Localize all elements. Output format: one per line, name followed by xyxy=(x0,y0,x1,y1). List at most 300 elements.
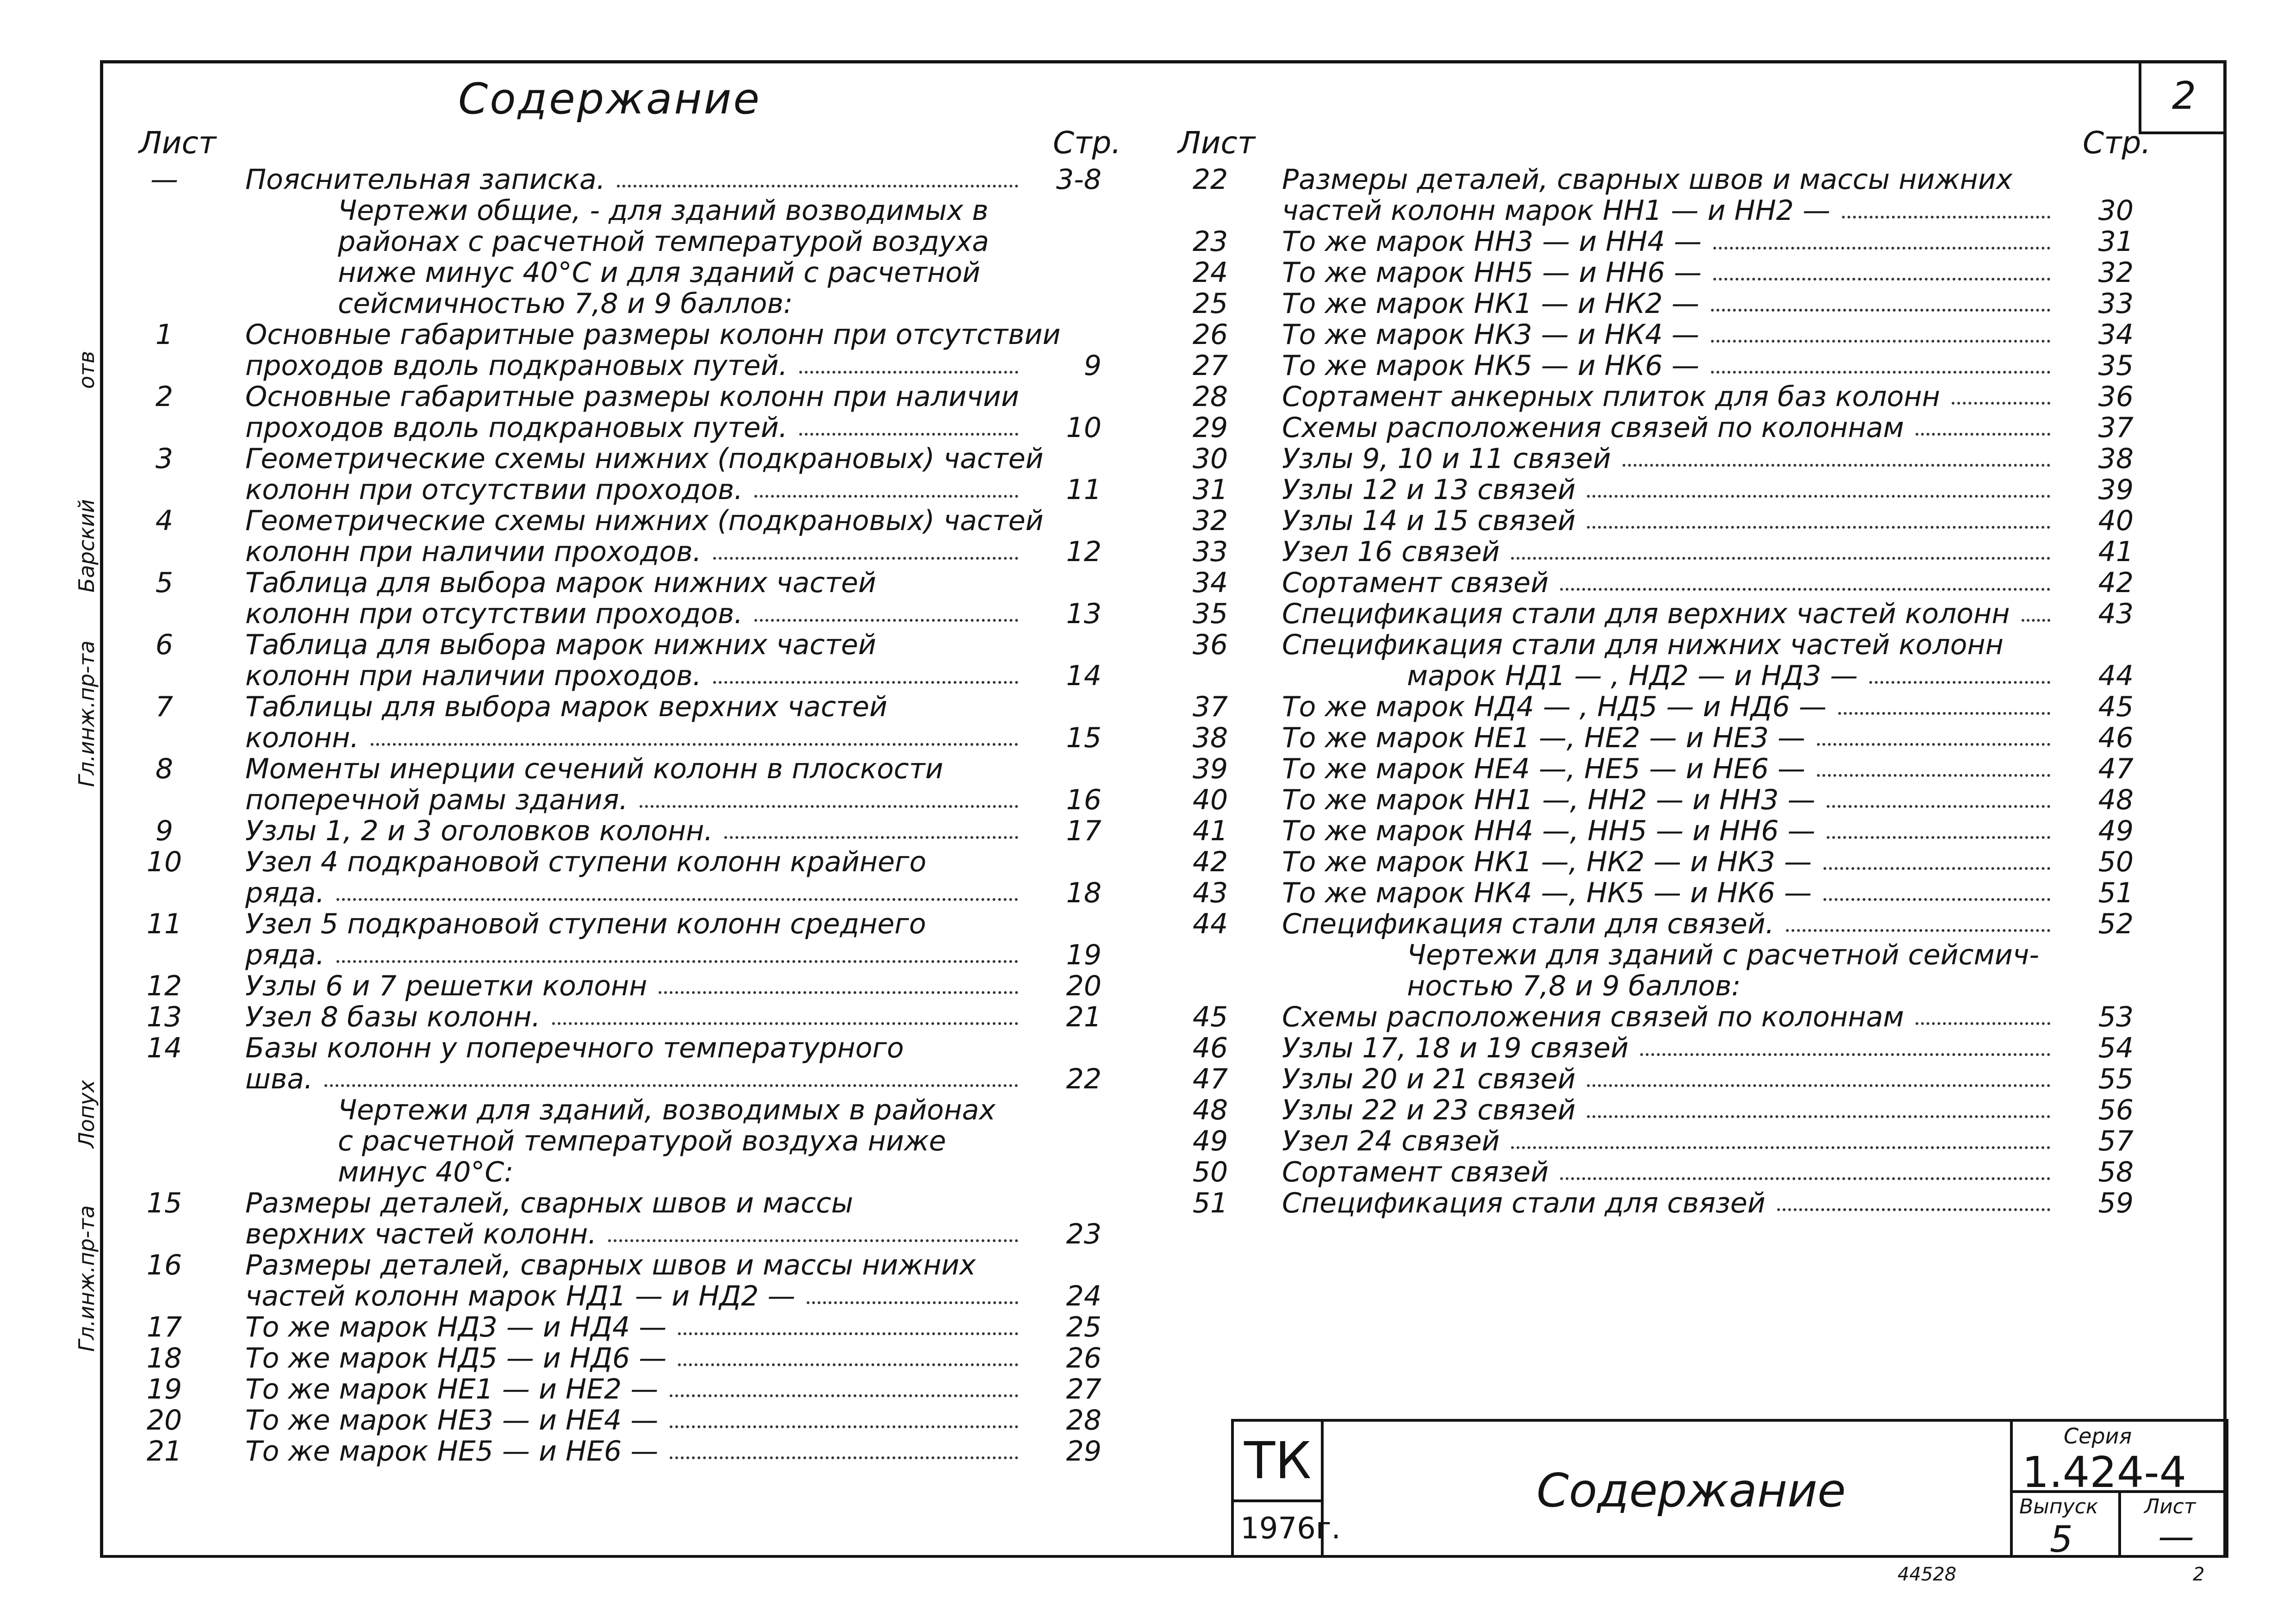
toc-description: То же марок НД4 — , НД5 — и НД6 — xyxy=(1282,691,1827,723)
toc-row xyxy=(130,319,1115,350)
toc-sheet-number: 24 xyxy=(1192,256,1228,289)
toc-leader-dots xyxy=(724,836,1018,839)
toc-leader-dots xyxy=(670,1425,1018,1428)
toc-row xyxy=(1176,1064,2147,1095)
stamp-series-label: Серия xyxy=(2064,1424,2132,1449)
toc-description: То же марок НН3 — и НН4 — xyxy=(1282,225,1702,258)
toc-row xyxy=(130,816,1115,847)
toc-row xyxy=(1176,692,2147,723)
toc-row xyxy=(130,1157,1115,1188)
toc-sheet-number: 9 xyxy=(155,815,174,847)
toc-page-number: 20 xyxy=(1066,970,1101,1002)
toc-description: Узлы 20 и 21 связей xyxy=(1282,1063,1576,1095)
toc-description: То же марок НЕ1 — и НЕ2 — xyxy=(245,1373,659,1405)
stamp-series: 1.424-4 xyxy=(2022,1448,2187,1497)
toc-description: Узлы 9, 10 и 11 связей xyxy=(1282,443,1611,475)
toc-page-number: 38 xyxy=(2098,443,2134,475)
toc-row xyxy=(130,288,1115,319)
toc-page-number: 55 xyxy=(2098,1063,2134,1095)
toc-sheet-number: 35 xyxy=(1192,598,1228,630)
toc-page-number: 15 xyxy=(1066,722,1101,754)
toc-leader-dots xyxy=(371,743,1018,746)
toc-leader-dots xyxy=(1817,774,2050,777)
toc-description: колонн при наличии проходов. xyxy=(245,660,702,692)
toc-row xyxy=(130,1343,1115,1374)
stamp-sheet: — xyxy=(2158,1516,2194,1558)
toc-description: То же марок НЕ3 — и НЕ4 — xyxy=(245,1404,659,1437)
toc-description: Чертежи общие, - для зданий возводимых в xyxy=(338,194,989,227)
toc-row xyxy=(130,1033,1115,1064)
toc-row xyxy=(130,257,1115,288)
toc-leader-dots xyxy=(670,1456,1018,1459)
signature-name-2: Барский xyxy=(74,499,99,593)
toc-description: ряда. xyxy=(245,877,325,909)
toc-description: Узлы 12 и 13 связей xyxy=(1282,474,1576,506)
toc-description: ряда. xyxy=(245,939,325,971)
toc-description: То же марок НД5 — и НД6 — xyxy=(245,1342,667,1374)
toc-row xyxy=(1176,257,2147,288)
toc-row xyxy=(1176,630,2147,661)
toc-description: Геометрические схемы нижних (подкрановых) частей xyxy=(245,505,1044,537)
toc-leader-dots xyxy=(336,898,1018,901)
toc-description: проходов вдоль подкрановых путей. xyxy=(245,412,788,444)
toc-sheet-number: 4 xyxy=(155,505,174,537)
toc-leader-dots xyxy=(1817,743,2050,746)
toc-row xyxy=(130,226,1115,257)
stamp-issue-cell xyxy=(2010,1490,2121,1561)
toc-row xyxy=(130,723,1115,754)
toc-row xyxy=(1176,537,2147,568)
toc-sheet-number: 25 xyxy=(1192,287,1228,320)
toc-row xyxy=(1176,754,2147,785)
stamp-title-cell xyxy=(1321,1419,2013,1558)
toc-row xyxy=(1176,909,2147,940)
toc-page-number: 48 xyxy=(2098,784,2134,816)
toc-page-number: 59 xyxy=(2098,1187,2134,1219)
toc-sheet-number: 41 xyxy=(1192,815,1228,847)
toc-description: шва. xyxy=(245,1063,313,1095)
toc-leader-dots xyxy=(1587,495,2050,498)
toc-page-number: 11 xyxy=(1066,474,1101,506)
toc-page-number: 40 xyxy=(2098,505,2134,537)
toc-sheet-number: 6 xyxy=(155,629,174,661)
toc-row xyxy=(1176,475,2147,506)
toc-sheet-number: 8 xyxy=(155,753,174,785)
toc-leader-dots xyxy=(799,371,1018,374)
toc-description: проходов вдоль подкрановых путей. xyxy=(245,350,788,382)
toc-description: То же марок НЕ5 — и НЕ6 — xyxy=(245,1435,659,1468)
corner-number: 2 xyxy=(2193,1564,2205,1585)
toc-sheet-number: 27 xyxy=(1192,350,1228,382)
toc-page-number: 31 xyxy=(2098,225,2134,258)
toc-sheet-number: 46 xyxy=(1192,1032,1228,1064)
stamp-year: 1976г. xyxy=(1240,1512,1341,1546)
signature-name-1: Лопух xyxy=(74,1080,99,1148)
toc-leader-dots xyxy=(1823,898,2050,901)
toc-description: То же марок НК5 — и НК6 — xyxy=(1282,350,1699,382)
toc-page-number: 35 xyxy=(2098,350,2134,382)
sheet-number: 2 xyxy=(2139,60,2227,134)
toc-leader-dots xyxy=(713,681,1018,684)
toc-page-number: 37 xyxy=(2098,412,2134,444)
toc-leader-dots xyxy=(1560,1177,2050,1180)
toc-page-number: 27 xyxy=(1066,1373,1101,1405)
toc-leader-dots xyxy=(552,1022,1018,1025)
toc-description: То же марок НД3 — и НД4 — xyxy=(245,1311,667,1343)
toc-row xyxy=(130,475,1115,506)
toc-sheet-number: 32 xyxy=(1192,505,1228,537)
toc-page-number: 14 xyxy=(1066,660,1101,692)
toc-sheet-number: 22 xyxy=(1192,163,1228,196)
toc-leader-dots xyxy=(1713,278,2050,281)
toc-row xyxy=(1176,1188,2147,1219)
toc-sheet-number: 7 xyxy=(155,691,174,723)
toc-leader-dots xyxy=(1587,1115,2050,1118)
toc-sheet-number: 28 xyxy=(1192,381,1228,413)
toc-row xyxy=(130,630,1115,661)
toc-row xyxy=(130,1312,1115,1343)
toc-row xyxy=(130,381,1115,412)
toc-description: То же марок НК4 —, НК5 — и НК6 — xyxy=(1282,877,1812,909)
toc-leader-dots xyxy=(1823,867,2050,870)
toc-row xyxy=(130,568,1115,599)
toc-leader-dots xyxy=(1713,247,2050,250)
toc-description: верхних частей колонн. xyxy=(245,1218,597,1250)
toc-sheet-number: 29 xyxy=(1192,412,1228,444)
toc-description: Размеры деталей, сварных швов и массы нижних xyxy=(1282,163,2013,196)
inventory-number: 44528 xyxy=(1898,1564,1957,1585)
toc-description: Базы колонн у поперечного температурного xyxy=(245,1032,904,1064)
toc-description: Узел 5 подкрановой ступени колонн среднего xyxy=(245,908,926,940)
toc-row xyxy=(1176,971,2147,1002)
toc-sheet-number: 15 xyxy=(146,1187,182,1219)
toc-description: Сортамент анкерных плиток для баз колонн xyxy=(1282,381,1941,413)
toc-leader-dots xyxy=(678,1363,1018,1366)
toc-leader-dots xyxy=(670,1394,1018,1397)
toc-page-number: 46 xyxy=(2098,722,2134,754)
toc-leader-dots xyxy=(1711,309,2050,312)
toc-page-number: 30 xyxy=(2098,194,2134,227)
signature-label-2: Гл.инж.пр-та xyxy=(74,640,99,787)
toc-page-number: 12 xyxy=(1066,536,1101,568)
toc-row xyxy=(130,506,1115,537)
toc-description: частей колонн марок НД1 — и НД2 — xyxy=(245,1280,796,1312)
toc-page-number: 57 xyxy=(2098,1125,2134,1157)
toc-leader-dots xyxy=(1786,929,2050,932)
toc-row xyxy=(130,1188,1115,1219)
toc-row xyxy=(130,661,1115,692)
toc-leader-dots xyxy=(1560,588,2050,591)
toc-row xyxy=(130,599,1115,630)
toc-description: районах с расчетной температурой воздуха xyxy=(338,225,989,258)
toc-page-number: 36 xyxy=(2098,381,2134,413)
toc-sheet-number: 11 xyxy=(146,908,182,940)
toc-description: Узлы 14 и 15 связей xyxy=(1282,505,1576,537)
left-page-header: Стр. xyxy=(1053,125,1121,161)
toc-leader-dots xyxy=(659,991,1018,994)
toc-sheet-number: 30 xyxy=(1192,443,1228,475)
toc-row xyxy=(130,1374,1115,1405)
toc-row xyxy=(1176,847,2147,878)
toc-page-number: 13 xyxy=(1066,598,1101,630)
toc-leader-dots xyxy=(1511,557,2050,560)
toc-description: То же марок НК3 — и НК4 — xyxy=(1282,319,1699,351)
toc-sheet-number: 50 xyxy=(1192,1156,1228,1188)
toc-description: колонн при отсутствии проходов. xyxy=(245,598,743,630)
toc-description: То же марок НН4 —, НН5 — и НН6 — xyxy=(1282,815,1816,847)
toc-sheet-number: 2 xyxy=(155,381,174,413)
signature-label-1: Гл.инж.пр-та xyxy=(74,1205,99,1352)
toc-page-number: 54 xyxy=(2098,1032,2134,1064)
toc-sheet-number: — xyxy=(150,163,178,196)
toc-row xyxy=(1176,506,2147,537)
toc-leader-dots xyxy=(1640,1053,2050,1056)
toc-page-number: 21 xyxy=(1066,1001,1101,1033)
toc-sheet-number: 51 xyxy=(1192,1187,1228,1219)
stamp-sheet-cell xyxy=(2118,1490,2228,1558)
toc-description: Спецификация стали для верхних частей колонн xyxy=(1282,598,2010,630)
toc-page-number: 23 xyxy=(1066,1218,1101,1250)
toc-leader-dots xyxy=(1587,526,2050,529)
toc-page-number: 34 xyxy=(2098,319,2134,351)
toc-description: ностью 7,8 и 9 баллов: xyxy=(1407,970,1741,1002)
toc-row xyxy=(130,1436,1115,1467)
toc-page-number: 47 xyxy=(2098,753,2134,785)
toc-description: Чертежи для зданий с расчетной сейсмич- xyxy=(1407,939,2040,971)
toc-description: Чертежи для зданий, возводимых в районах xyxy=(338,1094,996,1126)
toc-leader-dots xyxy=(1869,681,2050,684)
stamp-issue: 5 xyxy=(2050,1519,2073,1561)
toc-leader-dots xyxy=(1711,371,2050,374)
stamp-series-cell xyxy=(2010,1419,2228,1497)
toc-sheet-number: 20 xyxy=(146,1404,182,1437)
toc-row xyxy=(130,1064,1115,1095)
stamp-year-cell xyxy=(1231,1499,1341,1558)
toc-description: Таблицы для выбора марок верхних частей xyxy=(245,691,888,723)
toc-sheet-number: 17 xyxy=(146,1311,182,1343)
toc-row xyxy=(130,909,1115,940)
toc-description: Узлы 1, 2 и 3 оголовков колонн. xyxy=(245,815,713,847)
toc-description: Основные габаритные размеры колонн при отсутствии xyxy=(245,319,1061,351)
toc-leader-dots xyxy=(1587,1084,2050,1087)
toc-description: колонн. xyxy=(245,722,359,754)
toc-row xyxy=(1176,1126,2147,1157)
toc-sheet-number: 13 xyxy=(146,1001,182,1033)
toc-sheet-number: 45 xyxy=(1192,1001,1228,1033)
toc-row xyxy=(1176,940,2147,971)
toc-leader-dots xyxy=(1777,1208,2050,1211)
toc-row xyxy=(130,940,1115,971)
toc-description: Таблица для выбора марок нижних частей xyxy=(245,629,877,661)
toc-sheet-number: 38 xyxy=(1192,722,1228,754)
toc-row xyxy=(130,1250,1115,1281)
toc-sheet-number: 18 xyxy=(146,1342,182,1374)
toc-row xyxy=(1176,1157,2147,1188)
toc-sheet-number: 39 xyxy=(1192,753,1228,785)
toc-row xyxy=(1176,816,2147,847)
toc-page-number: 10 xyxy=(1066,412,1101,444)
toc-row xyxy=(130,1126,1115,1157)
toc-row xyxy=(1176,661,2147,692)
toc-description: Узлы 6 и 7 решетки колонн xyxy=(245,970,647,1002)
toc-row xyxy=(1176,195,2147,226)
toc-right-column xyxy=(1176,164,2147,1219)
toc-page-number: 26 xyxy=(1066,1342,1101,1374)
stamp-org: ТК xyxy=(1244,1431,1312,1490)
toc-sheet-number: 49 xyxy=(1192,1125,1228,1157)
toc-description: То же марок НН5 — и НН6 — xyxy=(1282,256,1702,289)
toc-description: колонн при отсутствии проходов. xyxy=(245,474,743,506)
toc-row xyxy=(130,847,1115,878)
toc-leader-dots xyxy=(617,185,1018,187)
right-sheet-header: Лист xyxy=(1178,125,1256,161)
toc-row xyxy=(1176,381,2147,412)
toc-page-number: 16 xyxy=(1066,784,1101,816)
toc-leader-dots xyxy=(2022,619,2050,622)
toc-page-number: 53 xyxy=(2098,1001,2134,1033)
toc-sheet-number: 16 xyxy=(146,1249,182,1281)
toc-sheet-number: 48 xyxy=(1192,1094,1228,1126)
toc-description: марок НД1 — , НД2 — и НД3 — xyxy=(1407,660,1858,692)
toc-sheet-number: 14 xyxy=(146,1032,182,1064)
toc-sheet-number: 40 xyxy=(1192,784,1228,816)
toc-page-number: 3-8 xyxy=(1056,163,1101,196)
toc-description: То же марок НЕ4 —, НЕ5 — и НЕ6 — xyxy=(1282,753,1805,785)
toc-description: Спецификация стали для связей xyxy=(1282,1187,1766,1219)
toc-description: Схемы расположения связей по колоннам xyxy=(1282,412,1904,444)
toc-sheet-number: 26 xyxy=(1192,319,1228,351)
toc-page-number: 19 xyxy=(1066,939,1101,971)
left-sheet-header: Лист xyxy=(139,125,217,161)
toc-page-number: 52 xyxy=(2098,908,2134,940)
toc-row xyxy=(1176,443,2147,475)
toc-sheet-number: 44 xyxy=(1192,908,1228,940)
toc-sheet-number: 12 xyxy=(146,970,182,1002)
toc-leader-dots xyxy=(1842,216,2050,219)
toc-page-number: 39 xyxy=(2098,474,2134,506)
toc-description: Сортамент связей xyxy=(1282,1156,1549,1188)
toc-sheet-number: 5 xyxy=(155,567,174,599)
toc-description: Узлы 22 и 23 связей xyxy=(1282,1094,1576,1126)
toc-row xyxy=(1176,1002,2147,1033)
toc-page-number: 49 xyxy=(2098,815,2134,847)
toc-sheet-number: 36 xyxy=(1192,629,1228,661)
page-title: Содержание xyxy=(458,74,761,124)
toc-leader-dots xyxy=(754,619,1018,622)
signature-name-3: отв xyxy=(74,350,99,389)
toc-description: Геометрические схемы нижних (подкрановых) частей xyxy=(245,443,1044,475)
stamp-issue-label: Выпуск xyxy=(2019,1495,2098,1518)
toc-description: ниже минус 40°С и для зданий с расчетной xyxy=(338,256,981,289)
toc-description: сейсмичностью 7,8 и 9 баллов: xyxy=(338,287,793,320)
toc-row xyxy=(1176,1033,2147,1064)
toc-leader-dots xyxy=(713,557,1018,560)
toc-leader-dots xyxy=(1827,805,2050,808)
stamp-org-cell xyxy=(1231,1419,1324,1502)
toc-page-number: 50 xyxy=(2098,846,2134,878)
toc-leader-dots xyxy=(1623,464,2050,467)
toc-leader-dots xyxy=(1511,1146,2050,1149)
toc-leader-dots xyxy=(608,1239,1018,1242)
toc-sheet-number: 3 xyxy=(155,443,174,475)
toc-row xyxy=(130,1002,1115,1033)
toc-row xyxy=(130,164,1115,195)
toc-row xyxy=(1176,350,2147,381)
toc-page-number: 33 xyxy=(2098,287,2134,320)
toc-sheet-number: 1 xyxy=(155,319,174,351)
toc-row xyxy=(130,1405,1115,1436)
toc-page-number: 18 xyxy=(1066,877,1101,909)
toc-description: То же марок НН1 —, НН2 — и НН3 — xyxy=(1282,784,1816,816)
toc-description: минус 40°С: xyxy=(338,1156,514,1188)
toc-leader-dots xyxy=(799,433,1018,436)
toc-sheet-number: 34 xyxy=(1192,567,1228,599)
toc-row xyxy=(1176,412,2147,443)
toc-row xyxy=(1176,599,2147,630)
toc-page-number: 32 xyxy=(2098,256,2134,289)
toc-description: Размеры деталей, сварных швов и массы нижних xyxy=(245,1249,976,1281)
toc-page-number: 17 xyxy=(1066,815,1101,847)
toc-row xyxy=(1176,1095,2147,1126)
toc-leader-dots xyxy=(678,1332,1018,1335)
toc-description: То же марок НК1 — и НК2 — xyxy=(1282,287,1699,320)
toc-page-number: 41 xyxy=(2098,536,2134,568)
toc-row xyxy=(130,754,1115,785)
toc-row xyxy=(1176,164,2147,195)
toc-row xyxy=(1176,568,2147,599)
toc-page-number: 43 xyxy=(2098,598,2134,630)
toc-description: Узел 4 подкрановой ступени колонн крайнего xyxy=(245,846,927,878)
toc-row xyxy=(1176,288,2147,319)
toc-description: Узел 24 связей xyxy=(1282,1125,1500,1157)
toc-description: Узлы 17, 18 и 19 связей xyxy=(1282,1032,1629,1064)
toc-description: Моменты инерции сечений колонн в плоскости xyxy=(245,753,944,785)
toc-row xyxy=(130,1281,1115,1312)
toc-page-number: 28 xyxy=(1066,1404,1101,1437)
toc-description: колонн при наличии проходов. xyxy=(245,536,702,568)
toc-sheet-number: 42 xyxy=(1192,846,1228,878)
toc-leader-dots xyxy=(1827,836,2050,839)
toc-page-number: 22 xyxy=(1066,1063,1101,1095)
toc-sheet-number: 21 xyxy=(146,1435,182,1468)
toc-row xyxy=(130,971,1115,1002)
toc-row xyxy=(130,412,1115,443)
toc-leader-dots xyxy=(1952,402,2050,405)
toc-row xyxy=(130,1219,1115,1250)
toc-left-column xyxy=(130,164,1115,1467)
toc-row xyxy=(1176,319,2147,350)
toc-row xyxy=(130,350,1115,381)
toc-page-number: 45 xyxy=(2098,691,2134,723)
toc-row xyxy=(130,878,1115,909)
toc-description: То же марок НЕ1 —, НЕ2 — и НЕ3 — xyxy=(1282,722,1805,754)
toc-description: Основные габаритные размеры колонн при наличии xyxy=(245,381,1019,413)
title-block xyxy=(1231,1419,2228,1561)
toc-leader-dots xyxy=(324,1084,1018,1087)
toc-leader-dots xyxy=(754,495,1018,498)
toc-description: с расчетной температурой воздуха ниже xyxy=(338,1125,946,1157)
toc-row xyxy=(130,785,1115,816)
toc-row xyxy=(130,195,1115,226)
toc-page-number: 58 xyxy=(2098,1156,2134,1188)
toc-sheet-number: 31 xyxy=(1192,474,1228,506)
toc-page-number: 44 xyxy=(2098,660,2134,692)
toc-description: Сортамент связей xyxy=(1282,567,1549,599)
toc-row xyxy=(1176,723,2147,754)
toc-page-number: 51 xyxy=(2098,877,2134,909)
toc-description: Спецификация стали для нижних частей колонн xyxy=(1282,629,2004,661)
toc-leader-dots xyxy=(336,960,1018,963)
